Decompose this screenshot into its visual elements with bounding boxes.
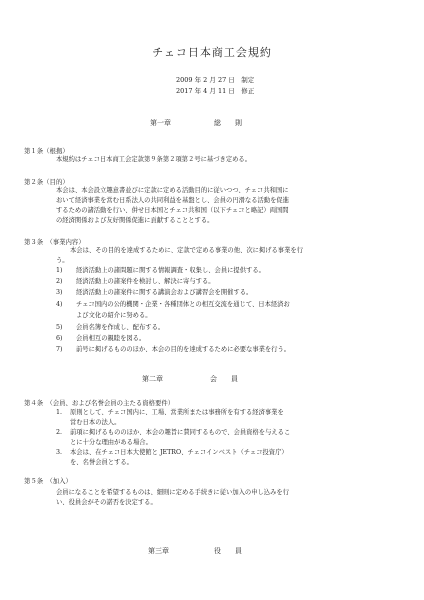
article3-item-num: 2) [56,278,63,285]
article3-item-text: 経済活動上の諸案件に関する講演会および講習会を開催する。 [76,289,253,296]
article3-item-text: 経済活動上の諸案件を検討し、解決に寄与する。 [76,278,215,285]
article4-item-text: を、名誉会員とする。 [70,459,133,466]
article4-item-num: 3. [56,449,63,456]
article2-line: おいて経済事業を営む日系法人の共同利益を基盤とし、会員の円滑なる活動を促進 [56,197,289,204]
article5-line: い、役員会がその諾否を決定する。 [56,499,157,506]
article3-item-text: よび文化の紹介に努める。 [76,312,152,319]
chapter1-label: 第一章 [150,119,171,127]
article4-item-text: 営む日本の法人。 [70,419,121,426]
article3-item-num: 1) [56,267,63,274]
article3-item-num: 7) [56,346,63,353]
article1-heading: 第１条（根拠） [24,147,69,155]
article5-line: 会員になることを希望するものは、細則に定める手続きに従い加入の申し込みを行 [56,489,289,496]
article3-item-num: 4) [56,301,63,308]
article2-heading: 第２条（目的） [24,178,69,186]
article2-line: の経済関係および友好関係促進に貢献することとする。 [56,217,214,224]
article4-item-text: 前項に掲げるもののほか、本会の趣旨に賛同するもので、会員資格を与えるこ [70,429,291,436]
article3-item-num: 6) [56,335,63,342]
article4-heading: 第４条 （会員、および名誉会員の主たる資格要件） [24,399,175,407]
article5-heading: 第５条 （加入） [24,477,72,485]
revised-date: 2017 年 4 月 11 日 修正 [176,87,255,95]
article3-heading: 第３条 （事業内容） [24,238,85,246]
article3-item-text: 前号に掲げるもののほか、本会の目的を達成するために必要な事業を行う。 [76,346,291,353]
article3-item-text: 会員名簿を作成し、配布する。 [76,324,165,331]
chapter2-title: 会 員 [210,375,238,383]
chapter3-label: 第三章 [148,547,169,555]
article4-item-text: 原則として、チェコ国内に、工場、営業所または事務所を有する経済事業を [70,409,284,416]
article4-item-num: 2. [56,429,63,436]
article4-item-text: とに十分な理由がある場合。 [70,439,152,446]
document-title: チェコ日本商工会規約 [152,46,272,59]
enacted-date: 2009 年 2 月 27 日 制定 [176,76,255,84]
article2-line: するための諸活動を行い、併せ日本国とチェコ共和国（以下チェコと略記）両国間 [56,207,289,214]
article3-item-text: 会員相互の親睦を図る。 [76,335,146,342]
chapter2-label: 第二章 [142,375,163,383]
article2-line: 本会は、本会設立趣意書並びに定款に定める活動目的に従いつつ、チェコ共和国に [56,187,289,194]
article3-intro-cont: う。 [56,257,69,264]
article4-item-text: 本会は、在チェコ日本大使館と JETRO、チェコインベスト（チェコ投資庁） [70,449,288,456]
article4-item-num: 1. [56,409,63,416]
article3-item-text: チェコ国内の公的機関・企業・各種団体との相互交流を通じて、日本経済お [76,301,290,308]
chapter3-title: 役 員 [214,547,242,555]
article1-text: 本規約はチェコ日本商工会定款第９条第２項第２号に基づき定める。 [56,156,252,163]
article3-item-num: 5) [56,324,63,331]
article3-intro: 本会は、その目的を達成するために、定款で定める事業の他、次に掲げる事業を行 [70,247,303,254]
article3-item-num: 3) [56,289,63,296]
article3-item-text: 経済活動上の諸問題に関する情報調査・収集し、会員に提供する。 [76,267,265,274]
chapter1-title: 総 則 [214,119,242,127]
